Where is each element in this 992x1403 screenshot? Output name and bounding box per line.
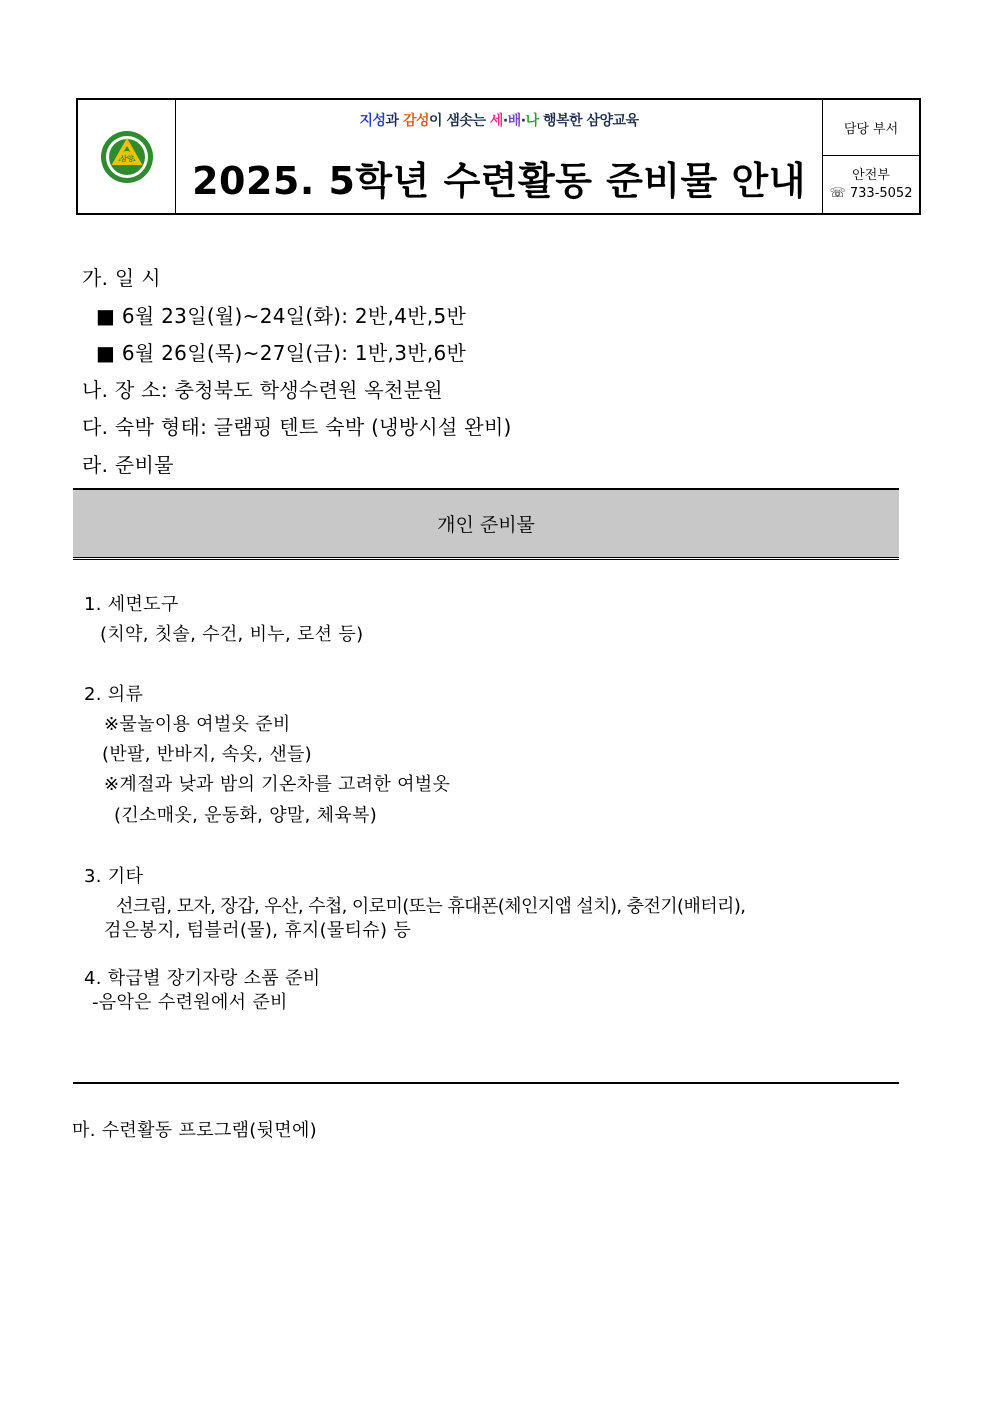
department-name: 안전부 — [852, 167, 890, 183]
slogan — [176, 110, 822, 130]
personal-items-box — [73, 488, 899, 558]
slogan-part: · — [502, 113, 508, 129]
item-3-desc-1: 선크림, 모자, 장갑, 우산, 수첩, 이로미(또는 휴대폰(체인지앱 설치), 충전기(배터리), — [116, 896, 746, 917]
item-3-desc-2: 검은봉지, 텀블러(물), 휴지(물티슈) 등 — [104, 920, 412, 941]
section-ga-title: 가. 일 시 — [82, 266, 161, 290]
title-cell — [176, 100, 823, 213]
slogan-part: 세 — [489, 113, 503, 129]
department-cell — [823, 100, 919, 213]
divider — [73, 1082, 899, 1084]
item-1-desc: (치약, 칫솔, 수건, 비누, 로션 등) — [100, 624, 364, 645]
section-na-location: 나. 장 소: 충청북도 학생수련원 옥천분원 — [82, 378, 443, 402]
slogan-part: 지성 — [359, 113, 386, 129]
slogan-part: 나 — [525, 113, 539, 129]
department-info — [823, 156, 919, 213]
section-ra-title: 라. 준비물 — [82, 453, 174, 477]
slogan-part: · — [520, 113, 526, 129]
school-logo-icon — [99, 129, 155, 185]
item-2-note-2: ※계절과 낮과 밤의 기온차를 고려한 여벌옷 — [104, 774, 451, 795]
item-2-title: 2. 의류 — [84, 684, 144, 705]
slogan-part: 배 — [507, 113, 521, 129]
item-4-desc: -음악은 수련원에서 준비 — [92, 992, 288, 1013]
item-2-note-1: ※물놀이용 여벌옷 준비 — [104, 714, 291, 735]
logo-text: 삼양 — [119, 154, 134, 163]
item-4-title: 4. 학급별 장기자랑 소품 준비 — [84, 968, 321, 989]
item-2-desc-2: (긴소매옷, 운동화, 양말, 체육복) — [114, 805, 378, 826]
slogan-part: 과 — [385, 113, 403, 129]
schedule-item-1: ■ 6월 23일(월)~24일(화): 2반,4반,5반 — [96, 304, 467, 328]
section-da-lodging: 다. 숙박 형태: 글램핑 텐트 숙박 (냉방시설 완비) — [82, 415, 512, 439]
slogan-part: 행복한 삼양교육 — [538, 113, 639, 129]
logo-cell — [78, 100, 176, 213]
section-ma-program: 마. 수련활동 프로그램(뒷면에) — [72, 1120, 317, 1141]
schedule-item-2: ■ 6월 26일(목)~27일(금): 1반,3반,6반 — [96, 341, 467, 365]
slogan-part: 이 샘솟는 — [429, 113, 490, 129]
slogan-part: 감성 — [402, 113, 429, 129]
item-2-desc-1: (반팔, 반바지, 속옷, 샌들) — [102, 744, 312, 765]
personal-items-title: 개인 준비물 — [437, 514, 535, 536]
department-label: 담당 부서 — [823, 100, 919, 156]
header-table — [76, 98, 921, 215]
page-title: 2025. 5학년 수련활동 준비물 안내 — [192, 159, 806, 203]
department-phone: ☏ 733-5052 — [829, 185, 913, 201]
item-3-title: 3. 기타 — [84, 866, 144, 887]
item-1-title: 1. 세면도구 — [84, 594, 179, 615]
